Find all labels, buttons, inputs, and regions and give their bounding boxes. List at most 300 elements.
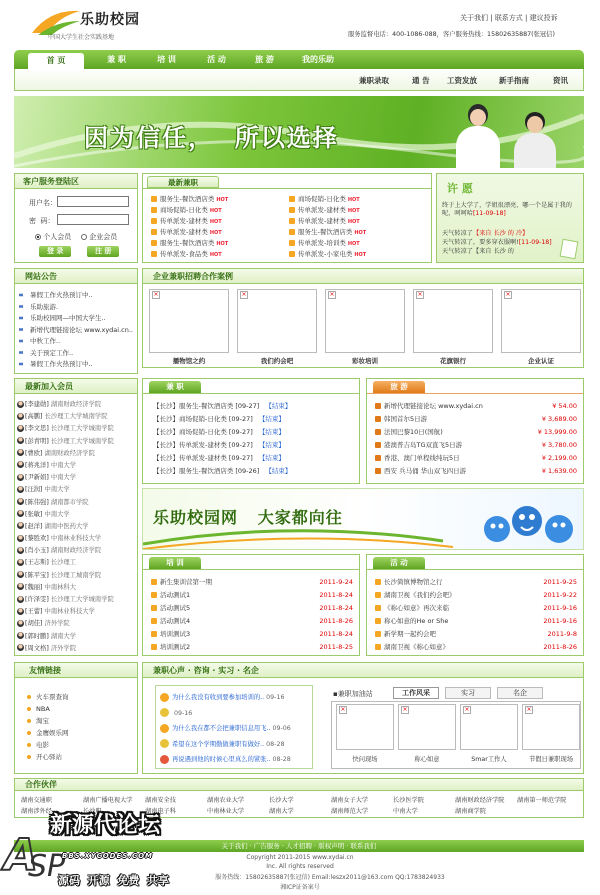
case-caption[interactable]: 我们约会吧 xyxy=(260,357,294,365)
login-button[interactable]: 登 录 xyxy=(39,246,71,257)
member-item[interactable] xyxy=(17,594,137,606)
tab-recruit-station[interactable]: ▪兼职加油站 xyxy=(333,690,373,698)
radio-dot-icon xyxy=(35,234,41,240)
member-avatar-icon xyxy=(17,474,24,481)
latest-job-item[interactable]: 传单派发-建材类 HOT xyxy=(289,216,429,227)
travel-item[interactable]: 西安 兵马俑 华山双飞四日游 ¥ 1,639.00 xyxy=(375,465,581,478)
voices-title: 兼职心声 · 咨询 · 实习 · 名企 xyxy=(143,663,583,678)
latest-job-item[interactable]: 商场促销-日化类 HOT xyxy=(151,205,291,216)
friend-link[interactable]: 电影 xyxy=(27,739,137,751)
member-avatar-icon xyxy=(17,632,24,639)
wish-text-1: 终于上大学了，学姐很漂亮，哪一个是属于我的呢，呵呵哈[11-09-18] xyxy=(442,202,572,217)
links-panel xyxy=(14,662,138,774)
travel-bullet-icon xyxy=(375,455,381,461)
member-avatar-icon xyxy=(17,583,24,590)
latest-job-item[interactable]: 服务生-餐饮酒店类 HOT xyxy=(151,194,291,205)
activity-item[interactable]: 新学期一起约会吧 2011-9-8 xyxy=(375,628,581,641)
member-school: 中南林业科技大学 xyxy=(44,608,95,616)
friend-link[interactable]: 金鹰娱乐网 xyxy=(27,727,137,739)
member-item[interactable] xyxy=(17,533,137,545)
footer-contact: 服务热线：15802635887(张冠信) Email:leszx2011@163.com QQ:1783824933 xyxy=(215,874,445,881)
voice-item[interactable]: 09-16 xyxy=(160,706,312,722)
member-item[interactable] xyxy=(17,448,137,460)
member-avatar-icon xyxy=(17,486,24,493)
link-feedback[interactable]: 建议投诉 xyxy=(529,14,558,22)
smiley-icon xyxy=(160,708,169,717)
footer-rights: Inc. All rights reserved xyxy=(266,863,334,870)
member-name: [黎胜欢] xyxy=(25,535,49,543)
member-item[interactable] xyxy=(17,521,137,533)
job-bullet-icon xyxy=(151,229,157,235)
job-status: 【结束】 xyxy=(265,402,292,410)
job-bullet-icon xyxy=(151,218,157,224)
nav-jobs[interactable]: 兼 职 xyxy=(107,55,126,64)
member-school: 中南大学 xyxy=(44,510,70,518)
job-bullet-icon xyxy=(289,229,295,235)
speaker-icon xyxy=(19,350,27,356)
partner-link[interactable]: 湖南大学 xyxy=(269,808,294,815)
travel-item[interactable]: 韩国首尔5日游 ¥ 3,689.00 xyxy=(375,413,581,426)
member-item[interactable] xyxy=(17,411,137,423)
nav-home[interactable]: 首 页 xyxy=(28,53,84,69)
case-caption[interactable]: 播物馆之约 xyxy=(172,357,206,365)
tab-photo[interactable] xyxy=(398,704,456,750)
training-date: 2011-8-24 xyxy=(319,604,353,612)
speaker-icon xyxy=(19,327,27,333)
voices-panel xyxy=(142,662,584,774)
member-item[interactable] xyxy=(17,497,137,509)
jobs-box-title: 兼 职 xyxy=(149,381,201,393)
notice-item[interactable]: 暑假工作火热预订中.. xyxy=(19,359,137,371)
subnav-news[interactable]: 资讯 xyxy=(553,76,568,85)
activity-item[interactable]: 《称心如意》再次来临 2011-9-16 xyxy=(375,602,581,615)
hot-badge: HOT xyxy=(347,208,360,214)
tab-work-style[interactable]: 工作风采 xyxy=(393,687,439,699)
member-item[interactable] xyxy=(17,436,137,448)
hot-badge: HOT xyxy=(354,252,367,258)
partner-link[interactable]: 湖南交通职 xyxy=(21,797,52,804)
member-avatar-icon xyxy=(17,596,24,603)
radio-personal[interactable]: 个人会员 xyxy=(35,232,71,242)
list-bullet-icon xyxy=(375,631,381,637)
hot-badge: HOT xyxy=(354,230,367,236)
member-name: [陈伟强] xyxy=(25,498,49,506)
job-status: 【结束】 xyxy=(258,441,285,449)
notice-item[interactable]: 乐助校园网—中国大学生.. xyxy=(19,313,137,325)
partner-link[interactable]: 湖南财政经济学院 xyxy=(455,797,505,804)
password-input[interactable] xyxy=(57,214,129,225)
member-name: [郭时鹏] xyxy=(25,632,49,640)
nav-training[interactable]: 培 训 xyxy=(157,55,176,64)
speaker-icon xyxy=(19,361,27,367)
activity-list xyxy=(375,576,581,654)
travel-price: ¥ 54.00 xyxy=(552,402,577,410)
logo-subtitle: 中国大学生社会实践基地 xyxy=(48,34,115,41)
case-caption[interactable]: 花旗银行 xyxy=(440,357,466,365)
activity-item[interactable]: 称心如意的He or She 2011-9-16 xyxy=(375,615,581,628)
notice-item[interactable]: 暑假工作火热预订中.. xyxy=(19,290,137,302)
job-bullet-icon xyxy=(151,251,157,257)
job-status: 【结束】 xyxy=(258,454,285,462)
latest-job-item[interactable]: 商场促销-日化类 HOT xyxy=(289,194,429,205)
activity-date: 2011-9-8 xyxy=(547,630,577,638)
travel-price: ¥ 3,780.00 xyxy=(541,441,577,449)
link-contact[interactable]: 联系方式 xyxy=(494,14,523,22)
member-name: [魏丽] xyxy=(25,583,43,591)
banner-person-2 xyxy=(512,112,558,168)
case-caption[interactable]: 企业认证 xyxy=(528,357,554,365)
member-name: [肖小玉] xyxy=(25,547,49,555)
voices-list xyxy=(160,690,312,768)
training-date: 2011-8-25 xyxy=(319,643,353,651)
member-school: 中南林业科技大学 xyxy=(50,535,102,543)
member-avatar-icon xyxy=(17,535,24,542)
voice-item[interactable]: 希望在这个学期勤做兼职有做好.. 08-28 xyxy=(160,737,312,753)
partner-link[interactable]: 中南林业大学 xyxy=(207,808,245,815)
training-date: 2011-8-26 xyxy=(319,617,353,625)
hot-badge: HOT xyxy=(216,197,229,203)
partner-link[interactable]: 湖南安全技 xyxy=(145,797,176,804)
job-bullet-icon xyxy=(289,240,295,246)
speaker-icon xyxy=(19,304,27,310)
case-image[interactable] xyxy=(325,289,405,353)
travel-box-list xyxy=(375,400,581,478)
list-bullet-icon xyxy=(375,605,381,611)
training-item[interactable]: 新生集训营第一期 2011-9-24 xyxy=(151,576,357,589)
hot-badge: HOT xyxy=(209,208,222,214)
member-school: 长沙理工大学城南学院 xyxy=(50,425,114,433)
partner-link[interactable]: 湖南电子科 xyxy=(145,808,176,815)
subnav-notice[interactable]: 通 告 xyxy=(412,76,430,85)
travel-bullet-icon xyxy=(375,468,381,474)
wish-text-3: 天气转凉了，要多穿衣服啊![11-09-18] xyxy=(442,239,552,246)
job-bullet-icon xyxy=(151,240,157,246)
member-name: [胡佳] xyxy=(25,620,43,628)
member-avatar-icon xyxy=(17,547,24,554)
member-school: 济外学院 xyxy=(50,644,76,652)
voice-item[interactable]: 为什么我在都不会把兼职信息用飞.. 09-06 xyxy=(160,721,312,737)
list-bullet-icon xyxy=(375,579,381,585)
list-bullet-icon xyxy=(151,631,157,637)
member-school: 济外学院 xyxy=(44,620,70,628)
subnav-guide[interactable]: 新手指南 xyxy=(499,76,529,85)
job-bullet-icon xyxy=(289,218,295,224)
partner-link[interactable]: 长沙职 xyxy=(83,808,102,815)
link-bullet-icon xyxy=(27,755,31,759)
notice-item[interactable]: 乐助旅游. xyxy=(19,302,137,314)
jobs-box xyxy=(142,378,360,484)
member-item[interactable] xyxy=(17,582,137,594)
list-bullet-icon xyxy=(151,592,157,598)
password-label: 密 码： xyxy=(29,217,55,225)
member-school: 湖南都市学院 xyxy=(50,498,89,506)
nav-travel[interactable]: 旅 游 xyxy=(255,55,274,64)
member-avatar-icon xyxy=(17,413,24,420)
latest-job-item[interactable]: 传单派发-培训类 HOT xyxy=(289,238,429,249)
speaker-icon xyxy=(19,338,27,344)
case-image[interactable] xyxy=(501,289,581,353)
member-school: 中南林科大 xyxy=(44,583,76,591)
member-avatar-icon xyxy=(17,425,24,432)
case-image[interactable] xyxy=(413,289,493,353)
member-avatar-icon xyxy=(17,559,24,566)
jobs-box-list xyxy=(153,400,358,478)
hot-badge: HOT xyxy=(347,241,360,247)
training-title: 培 训 xyxy=(149,557,201,569)
hero-banner xyxy=(14,96,584,168)
jobs-box-item[interactable]: 【长沙】服务生-餐饮酒店类 [09-26] 【结束】 xyxy=(153,467,292,475)
link-bullet-icon xyxy=(27,695,31,699)
latest-job-item[interactable]: 服务生-餐饮酒店类 HOT xyxy=(289,227,429,238)
username-label: 用户名： xyxy=(29,199,57,207)
smiley-icon xyxy=(160,693,169,702)
footer-links[interactable]: 关于我们 · 广告服务 · 人才招聘 · 版权声明 · 联系我们 xyxy=(221,842,377,850)
tab-famous-company[interactable]: 名企 xyxy=(497,687,543,699)
notice-panel xyxy=(14,268,138,374)
member-item[interactable] xyxy=(17,472,137,484)
latest-job-item[interactable]: 传单派发-建材类 HOT xyxy=(151,227,291,238)
watermark-tag: 源码 开源 免费 共享 xyxy=(58,874,169,887)
partner-link[interactable]: 湖南涉外经 xyxy=(21,808,52,815)
latest-jobs-left xyxy=(151,194,291,260)
job-bullet-icon xyxy=(151,196,157,202)
job-bullet-icon xyxy=(289,251,295,257)
username-input[interactable] xyxy=(57,196,129,207)
partner-link[interactable]: 长沙大学 xyxy=(269,797,294,804)
register-button[interactable]: 注 册 xyxy=(87,246,119,257)
member-name: [许泽雯] xyxy=(25,596,49,603)
travel-item[interactable]: 香港、澳门单程线纯玩5日 ¥ 2,199.00 xyxy=(375,452,581,465)
notice-item[interactable]: 新增代理链接论坛 www.xydai.cn.. xyxy=(19,325,137,337)
case-caption[interactable]: 彩妆培训 xyxy=(352,357,378,365)
tab-photo-caption[interactable]: Smar工作人 xyxy=(471,756,507,763)
login-panel xyxy=(14,173,138,263)
friend-link[interactable]: 开心驿站 xyxy=(27,751,137,763)
members-list xyxy=(17,399,137,655)
wish-text-2: 天气转凉了【来自 长沙 的 冷】 xyxy=(442,230,529,237)
tab-photo[interactable] xyxy=(522,704,580,750)
list-bullet-icon xyxy=(151,618,157,624)
member-item[interactable] xyxy=(17,570,137,582)
activity-title: 活 动 xyxy=(373,557,425,569)
travel-item[interactable]: 法国巴黎10日(国航) ¥ 13,999.00 xyxy=(375,426,581,439)
member-item[interactable] xyxy=(17,460,137,472)
member-avatar-icon xyxy=(17,461,24,468)
member-avatar-icon xyxy=(17,644,24,651)
tab-photo-caption[interactable]: 快问现场 xyxy=(352,756,378,763)
member-item[interactable] xyxy=(17,423,137,435)
wish-note-icon xyxy=(560,239,579,260)
tab-internship[interactable]: 实习 xyxy=(445,687,491,699)
case-image[interactable] xyxy=(149,289,229,353)
member-item[interactable] xyxy=(17,545,137,557)
hotline-text: 服务监督电话：400-1086-088，客户服务热线：15802635887(张冠信) xyxy=(348,31,555,38)
training-item[interactable]: 活动测试5 2011-8-24 xyxy=(151,602,357,615)
latest-jobs-right xyxy=(289,194,429,260)
case-image[interactable] xyxy=(237,289,317,353)
list-bullet-icon xyxy=(151,644,157,650)
job-bullet-icon xyxy=(151,207,157,213)
partner-link[interactable]: 长沙医学院 xyxy=(393,797,424,804)
hot-badge: HOT xyxy=(209,252,222,258)
travel-bullet-icon xyxy=(375,442,381,448)
banner-slogan: 因为信任， 所以选择 xyxy=(84,124,339,152)
latest-job-item[interactable]: 传单派发-小家电类 HOT xyxy=(289,249,429,260)
tab-photo[interactable] xyxy=(460,704,518,750)
mascot-balls-icon xyxy=(479,503,579,549)
training-date: 2011-8-24 xyxy=(319,630,353,638)
travel-price: ¥ 13,999.00 xyxy=(537,428,577,436)
job-status: 【结束】 xyxy=(258,415,285,423)
login-title: 客户服务登陆区 xyxy=(15,174,137,189)
travel-price: ¥ 2,199.00 xyxy=(541,454,577,462)
partner-link[interactable]: 湖南商学院 xyxy=(455,808,486,815)
subnav-salary[interactable]: 工资发放 xyxy=(447,76,477,85)
travel-item[interactable]: 港澳普吉岛TG双直飞5日游 ¥ 3,780.00 xyxy=(375,439,581,452)
speaker-icon xyxy=(19,292,27,298)
wish-panel xyxy=(436,173,584,263)
latest-job-item[interactable]: 传单派发-食品类 HOT xyxy=(151,249,291,260)
travel-box-title: 旅 游 xyxy=(373,381,425,393)
member-avatar-icon xyxy=(17,571,24,578)
member-name: [赵洋] xyxy=(25,522,43,530)
member-school: 长沙理工大学城南学院 xyxy=(50,437,114,445)
activity-date: 2011-9-22 xyxy=(543,591,577,599)
list-bullet-icon xyxy=(375,592,381,598)
travel-price: ¥ 1,639.00 xyxy=(541,467,577,475)
cases-title: 企业兼职招聘合作案例 xyxy=(143,269,583,284)
tabs-row xyxy=(331,687,581,701)
list-bullet-icon xyxy=(375,618,381,624)
latest-job-item[interactable]: 传单派发-建材类 HOT xyxy=(289,205,429,216)
activity-item[interactable]: 长沙简镇博物馆之行 2011-9-25 xyxy=(375,576,581,589)
tab-photo[interactable] xyxy=(336,704,394,750)
member-avatar-icon xyxy=(17,437,24,444)
hot-badge: HOT xyxy=(347,197,360,203)
partner-link[interactable]: 湖南农业大学 xyxy=(207,797,245,804)
partner-link[interactable]: 湖南第一师范学院 xyxy=(517,797,567,804)
smiley-icon xyxy=(160,724,169,733)
latest-job-item[interactable]: 服务生-餐饮酒店类 HOT xyxy=(151,238,291,249)
partner-link[interactable]: 中南大学 xyxy=(393,808,418,815)
training-date: 2011-9-24 xyxy=(319,578,353,586)
partner-link[interactable]: 湖南广播电视大学 xyxy=(83,797,133,804)
job-status: 【结束】 xyxy=(265,467,292,475)
jobs-box-item[interactable]: 【长沙】服务生-餐饮酒店类 [09-27] 【结束】 xyxy=(153,402,292,410)
training-list xyxy=(151,576,357,654)
member-item[interactable] xyxy=(17,509,137,521)
links-list xyxy=(27,691,137,763)
notice-item[interactable]: 关于预定工作.. xyxy=(19,348,137,360)
voice-item[interactable]: 为什么我没有收到要参加培训的.. 09-16 xyxy=(160,690,312,706)
tab-content xyxy=(331,701,581,769)
hot-badge: HOT xyxy=(216,241,229,247)
member-item[interactable] xyxy=(17,618,137,630)
hot-badge: HOT xyxy=(347,219,360,225)
friend-link[interactable]: 淘宝 xyxy=(27,715,137,727)
travel-item[interactable]: 新增代理链接论坛 www.xydai.cn ¥ 54.00 xyxy=(375,400,581,413)
sub-banner xyxy=(142,488,584,550)
member-school: 长沙理工大学城南学院 xyxy=(44,413,108,421)
nav-my[interactable]: 我的乐助 xyxy=(302,55,334,64)
notice-item[interactable]: 中秋工作.. xyxy=(19,336,137,348)
watermark-cn: 新源代论坛 xyxy=(50,813,161,838)
site-logo[interactable] xyxy=(30,5,180,43)
member-avatar-icon xyxy=(17,620,24,627)
nav-activity[interactable]: 活 动 xyxy=(207,55,226,64)
member-school: 湖南财政经济学院 xyxy=(44,449,95,457)
training-item[interactable]: 活动测试1 2011-8-24 xyxy=(151,589,357,602)
member-name: [李文思] xyxy=(25,425,49,433)
tab-photo-caption[interactable]: 节假日兼职现场 xyxy=(528,756,574,763)
training-item[interactable]: 培训测试3 2011-8-24 xyxy=(151,628,357,641)
member-name: [陈平宝] xyxy=(25,571,49,579)
member-item[interactable] xyxy=(17,399,137,411)
link-bullet-icon xyxy=(27,731,31,735)
member-avatar-icon xyxy=(17,608,24,615)
jobs-box-item[interactable]: 【长沙】传单派发-建材类 [09-27] 【结束】 xyxy=(153,441,285,449)
member-item[interactable] xyxy=(17,557,137,569)
hot-badge: HOT xyxy=(209,230,222,236)
sub-nav xyxy=(14,69,584,91)
main-nav xyxy=(14,50,584,69)
member-avatar-icon xyxy=(17,401,24,408)
member-item[interactable] xyxy=(17,606,137,618)
footer-icp: 湘ICP证备案号 xyxy=(280,884,320,891)
training-box xyxy=(142,554,360,656)
member-name: [曹欧] xyxy=(25,449,43,457)
watermark-url: BBS.XYCODES.COM xyxy=(62,852,154,860)
link-bullet-icon xyxy=(27,719,31,723)
job-status: 【结束】 xyxy=(258,428,285,436)
tab-photo-caption[interactable]: 称心如意 xyxy=(414,756,440,763)
training-item[interactable]: 活动测试4 2011-8-26 xyxy=(151,615,357,628)
voice-item[interactable]: 再说遇到他的时候心里真么的紧张.. 08-28 xyxy=(160,752,312,768)
member-item[interactable] xyxy=(17,631,137,643)
latest-jobs-panel xyxy=(142,173,432,263)
friend-link[interactable]: 火车票查询 xyxy=(27,691,137,703)
subnav-enroll[interactable]: 兼职录取 xyxy=(359,76,389,85)
list-bullet-icon xyxy=(151,579,157,585)
training-item[interactable]: 培训测试2 2011-8-25 xyxy=(151,641,357,654)
member-item[interactable] xyxy=(17,484,137,496)
activity-date: 2011-9-16 xyxy=(543,604,577,612)
member-school: 湖南财政经济学院 xyxy=(50,547,102,555)
activity-item[interactable]: 湖南卫视《称心如意》 2011-8-26 xyxy=(375,641,581,654)
activity-date: 2011-9-16 xyxy=(543,617,577,625)
member-item[interactable] xyxy=(17,643,137,655)
jobs-box-item[interactable]: 【长沙】商场促销-日化类 [09-27] 【结束】 xyxy=(153,415,285,423)
partner-link[interactable]: 湖南师范大学 xyxy=(331,808,369,815)
member-avatar-icon xyxy=(17,498,24,505)
partner-link[interactable]: 湖南女子大学 xyxy=(331,797,369,804)
latest-job-item[interactable]: 传单派发-建材类 HOT xyxy=(151,216,291,227)
jobs-box-item[interactable]: 【长沙】传单派发-建材类 [09-27] 【结束】 xyxy=(153,454,285,462)
activity-box xyxy=(366,554,584,656)
jobs-box-item[interactable]: 【长沙】商场促销-日化类 [09-27] 【结束】 xyxy=(153,428,285,436)
list-bullet-icon xyxy=(151,605,157,611)
member-school: 湖南财政经济学院 xyxy=(50,401,102,408)
link-about[interactable]: 关于我们 xyxy=(460,14,488,22)
activity-item[interactable]: 湖南卫视《我们约会吧》 2011-9-22 xyxy=(375,589,581,602)
friend-link[interactable]: NBA xyxy=(27,703,137,715)
latest-jobs-tab: 最新兼职 xyxy=(147,176,219,188)
member-school: 长沙理工城南学院 xyxy=(50,571,102,579)
notice-title: 网站公告 xyxy=(15,269,137,284)
radio-company[interactable]: 企业会员 xyxy=(81,232,117,242)
member-name: [张敏] xyxy=(25,510,43,518)
activity-date: 2011-8-26 xyxy=(543,643,577,651)
